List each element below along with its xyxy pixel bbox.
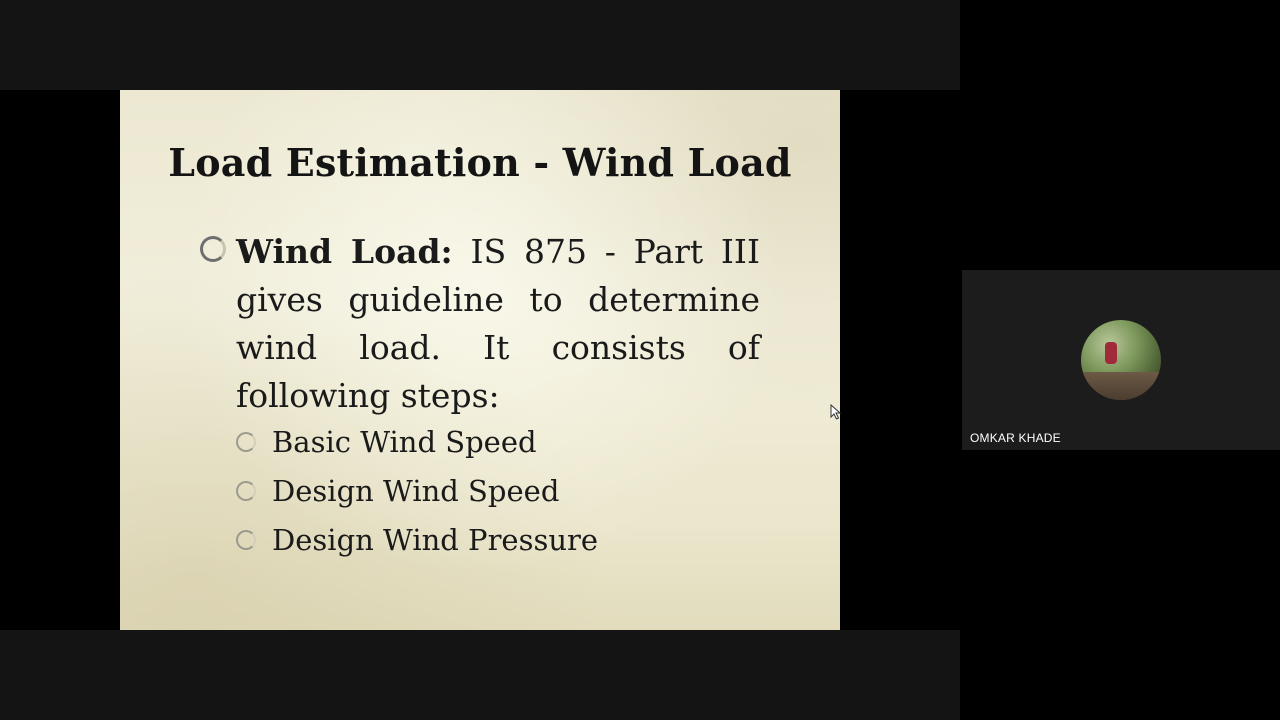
slide-title: Load Estimation - Wind Load	[168, 140, 792, 185]
hollow-circle-icon	[200, 236, 226, 262]
main-bullet	[200, 228, 760, 420]
participant-video-tile[interactable]	[962, 270, 1280, 450]
sub-bullet-item	[236, 518, 598, 567]
hollow-circle-icon	[236, 530, 256, 550]
main-bullet-body: IS 875 - Part III gives guideline to determine wind load. It consists of following steps:	[236, 232, 760, 415]
sub-bullet-item	[236, 420, 598, 469]
hollow-circle-icon	[236, 481, 256, 501]
presentation-slide	[120, 90, 840, 630]
avatar-photo-ground	[1081, 372, 1161, 400]
hollow-circle-icon	[236, 432, 256, 452]
main-bullet-text	[236, 228, 760, 420]
sub-bullet-label: Basic Wind Speed	[272, 425, 537, 459]
avatar	[1081, 320, 1161, 400]
sub-bullet-list	[236, 420, 598, 567]
participant-name: OMKAR KHADE	[970, 431, 1061, 445]
avatar-photo-figure	[1105, 342, 1117, 364]
sub-bullet-label: Design Wind Pressure	[272, 523, 599, 557]
sub-bullet-label: Design Wind Speed	[272, 474, 560, 508]
main-bullet-lead: Wind Load:	[236, 232, 453, 271]
sub-bullet-item	[236, 469, 598, 518]
